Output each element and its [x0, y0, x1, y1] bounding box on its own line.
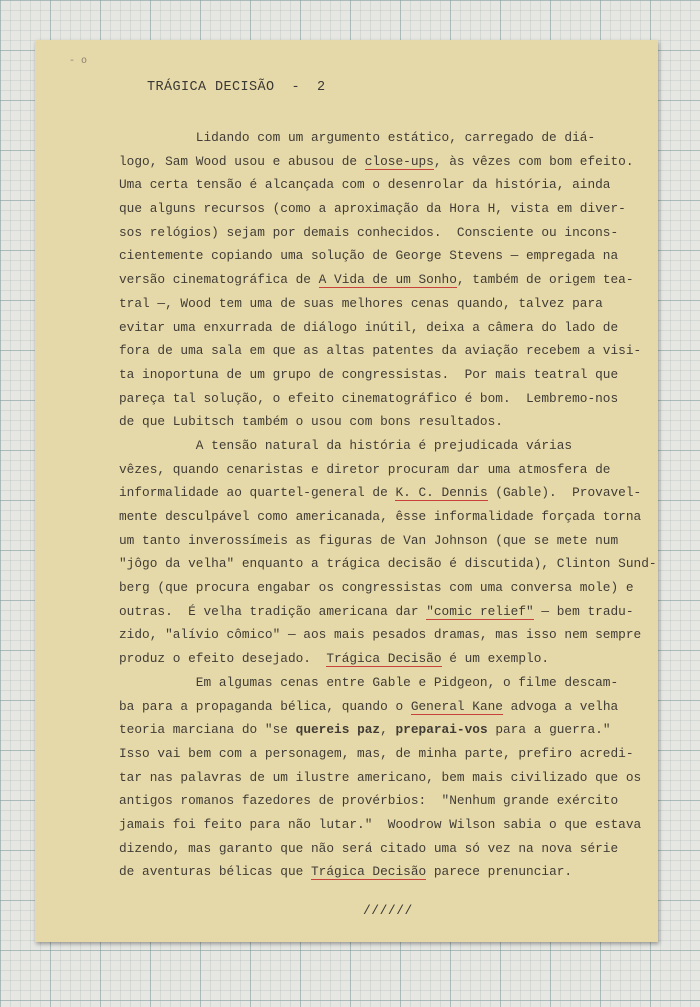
text-segment: mente desculpável como americanada, êsse informalidade forçada torna: [119, 509, 642, 524]
text-line: [119, 766, 642, 790]
text-segment: A tensão natural da história é prejudicada várias: [119, 437, 573, 453]
underlined-title: close-ups: [364, 153, 434, 169]
text-line: [119, 718, 639, 742]
text-line: [119, 339, 642, 363]
text-segment: , às vêzes com bom efeito.: [433, 153, 634, 169]
emphasis-text: preparai-vos: [395, 722, 488, 738]
text-line: [119, 742, 639, 766]
text-segment: teoria marciana do "se: [119, 722, 296, 738]
text-segment: jamais foi feito para não lutar." Woodrow Wilson sabia o que estava: [119, 816, 642, 832]
text-segment: é um exemplo.: [441, 651, 550, 667]
ending-mark: //////: [363, 903, 413, 918]
text-segment: produz o efeito desejado.: [119, 651, 327, 667]
text-line: [119, 197, 639, 221]
text-segment: sos relógios) sejam por demais conhecidos. Consciente ou incons-: [119, 224, 619, 240]
underlined-title: General Kane: [410, 698, 503, 714]
text-segment: ba para a propaganda bélica, quando o: [119, 698, 411, 714]
text-segment: tar nas palavras de um ilustre americano, bem mais civilizado que os: [119, 769, 642, 785]
text-segment: Uma certa tensão é alcançada com o desenrolar da história, ainda: [119, 177, 611, 193]
text-segment: zido, "alívio cômico" — aos mais pesados dramas, mas isso nem sempre: [119, 627, 642, 643]
text-segment: , também de origem tea-: [456, 272, 634, 288]
text-line: [119, 126, 639, 150]
text-segment: ta inoportuna de um grupo de congressistas. Por mais teatral que: [119, 366, 619, 382]
text-segment: para a guerra.": [487, 722, 611, 738]
text-line: [119, 173, 639, 197]
text-segment: logo, Sam Wood usou e abusou de: [119, 153, 365, 169]
text-segment: Lidando com um argumento estático, carregado de diá-: [119, 130, 596, 145]
text-line: [119, 837, 639, 861]
text-line: [119, 671, 639, 695]
body-text: [119, 126, 657, 884]
text-segment: berg (que procura engabar os congressistas com uma conversa mole) e: [119, 580, 634, 596]
text-segment: parece prenunciar.: [426, 864, 573, 880]
text-segment: — bem tradu-: [533, 603, 634, 619]
text-segment: antigos romanos fazedores de provérbios: "Nenhum grande exército: [119, 793, 619, 809]
text-segment: de que Lubitsch também o usou com bons resultados.: [119, 414, 503, 430]
text-line: [119, 244, 639, 268]
text-segment: vêzes, quando cenaristas e diretor procuram dar uma atmosfera de: [119, 461, 611, 477]
text-segment: versão cinematográfica de: [119, 272, 319, 288]
text-line: [119, 623, 642, 647]
text-segment: cientemente copiando uma solução de George Stevens — empregada na: [119, 248, 619, 264]
text-segment: "jôgo da velha" enquanto a trágica decisão é discutida), Clinton Sund-: [119, 556, 657, 572]
text-line: [119, 387, 639, 411]
text-segment: dizendo, mas garanto que não será citado uma só vez na nova série: [119, 840, 619, 856]
emphasis-text: quereis paz: [295, 722, 381, 738]
text-line: [119, 458, 639, 482]
text-segment: Em algumas cenas entre Gable e Pidgeon, o filme descam-: [119, 674, 619, 690]
text-line: [119, 552, 657, 576]
text-line: [119, 292, 639, 316]
typewritten-page: [35, 40, 658, 942]
text-segment: ,: [380, 722, 396, 738]
text-segment: informalidade ao quartel-general de: [119, 485, 396, 501]
text-line: [119, 647, 639, 671]
underlined-title: Trágica Decisão: [311, 864, 427, 880]
text-line: [119, 600, 639, 624]
text-line: [119, 316, 639, 340]
underlined-title: "comic relief": [426, 603, 534, 619]
text-line: [119, 481, 642, 505]
text-segment: advoga a velha: [502, 698, 619, 714]
text-line: [119, 695, 639, 719]
text-segment: evitar uma enxurrada de diálogo inútil, deixa a câmera do lado de: [119, 319, 619, 335]
underlined-title: A Vida de um Sonho: [318, 272, 457, 288]
text-line: [119, 363, 639, 387]
underlined-title: K. C. Dennis: [395, 485, 488, 501]
text-line: [119, 410, 639, 434]
text-line: [119, 576, 639, 600]
text-line: [119, 529, 639, 553]
text-segment: Isso vai bem com a personagem, mas, de minha parte, prefiro acredi-: [119, 745, 634, 761]
text-line: [119, 221, 639, 245]
text-segment: tral —, Wood tem uma de suas melhores cenas quando, talvez para: [119, 295, 603, 311]
text-segment: que alguns recursos (como a aproximação da Hora H, vista em diver-: [119, 201, 626, 217]
text-line: [119, 150, 639, 174]
text-segment: (Gable). Provavel-: [487, 485, 642, 501]
text-line: [119, 813, 642, 837]
page-title: TRÁGICA DECISÃO - 2: [147, 80, 326, 95]
text-segment: fora de uma sala em que as altas patentes da aviação recebem a visi-: [119, 343, 642, 359]
text-segment: de aventuras bélicas que: [119, 864, 311, 880]
underlined-title: Trágica Decisão: [326, 651, 442, 667]
text-line: [119, 268, 639, 292]
corner-mark: - o: [69, 56, 88, 67]
text-line: [119, 860, 639, 884]
text-segment: um tanto inverossímeis as figuras de Van Johnson (que se mete num: [119, 532, 619, 548]
text-line: [119, 505, 642, 529]
text-segment: outras. É velha tradição americana dar: [119, 603, 427, 619]
text-line: [119, 789, 639, 813]
text-line: [119, 434, 639, 458]
text-segment: pareça tal solução, o efeito cinematográfico é bom. Lembremo-nos: [119, 390, 619, 406]
